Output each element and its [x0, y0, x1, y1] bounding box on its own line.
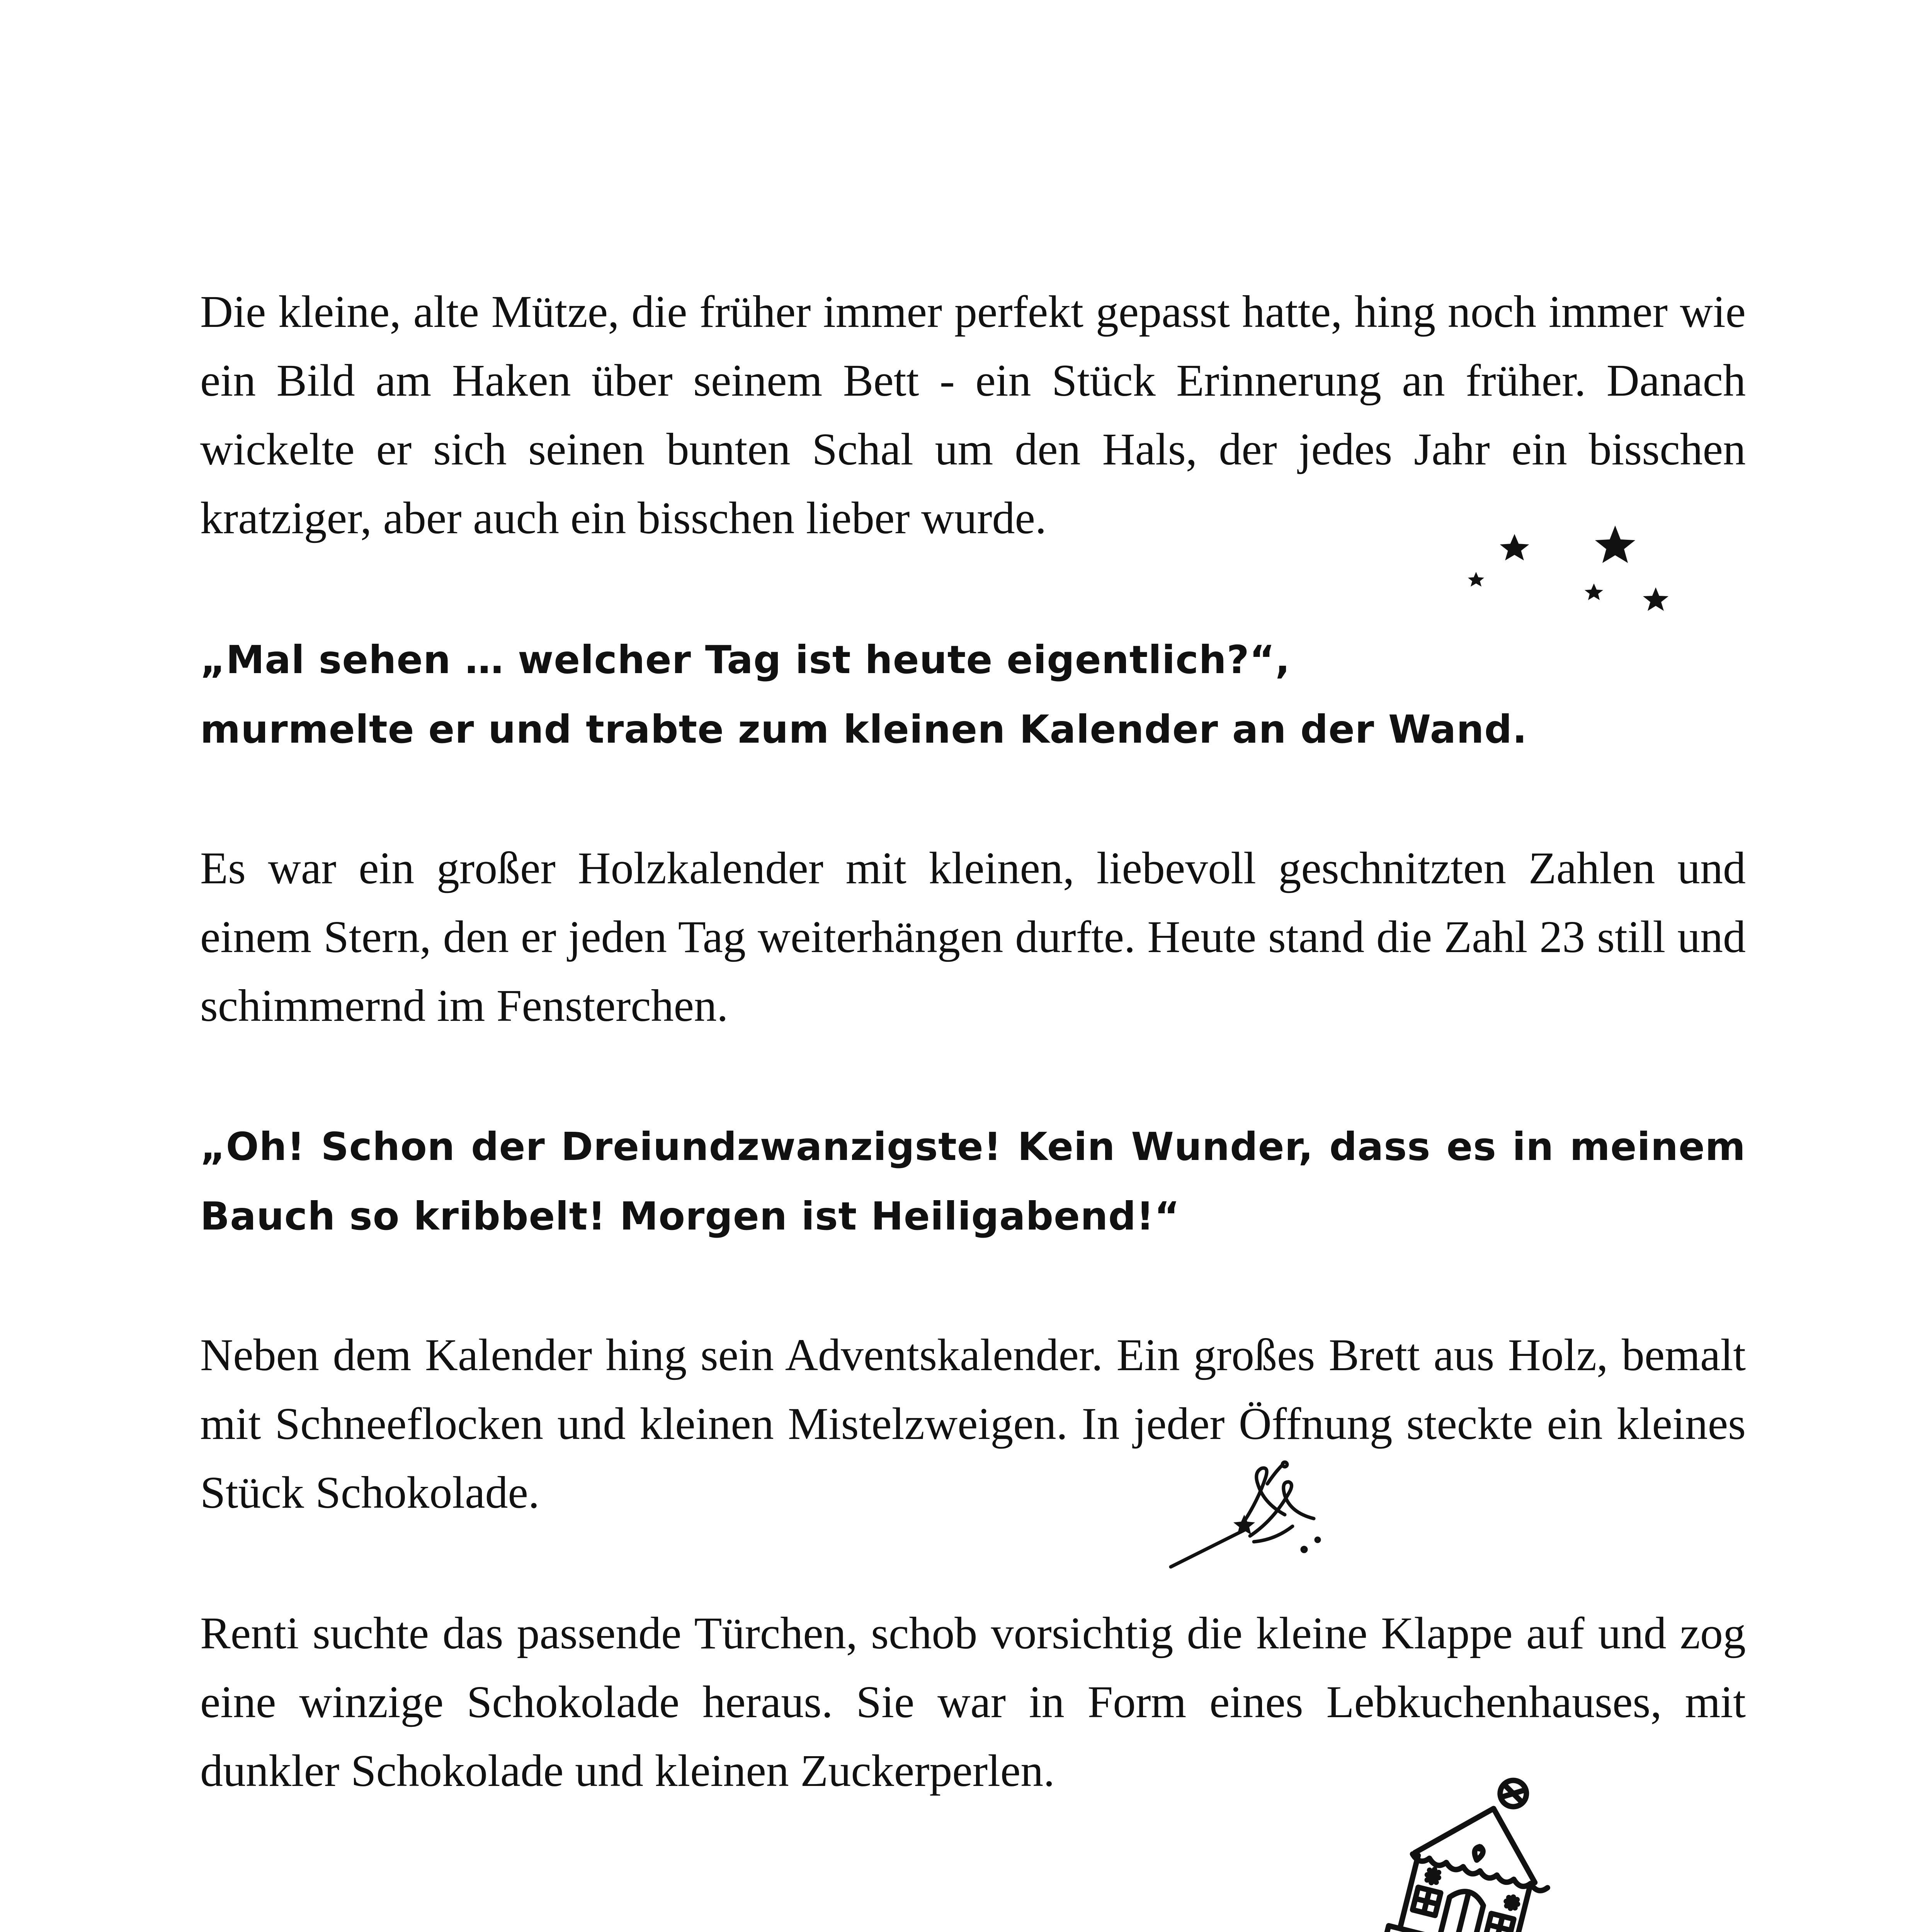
speech-dreiundzwanzigste: „Oh! Schon der Dreiundzwanzigste! Kein Wunder, dass es in meinem Bauch so kribbelt! Morgen ist Heiligabend!“ — [200, 1124, 1746, 1239]
paragraph-holzkalender: Es war ein großer Holzkalender mit kleinen, liebevoll geschnitzten Zahlen und einem Stern, den er jeden Tag weiterhängen durfte. Heute stand die Zahl 23 still und schimmernd im Fensterchen. — [200, 843, 1746, 1031]
speech-line-murmured: murmelte er und trabte zum kleinen Kalender an der Wand. — [200, 707, 1527, 752]
magic-wand-icon — [1167, 1457, 1329, 1573]
speech-which-day — [200, 625, 1746, 764]
paragraph-renti-schokolade: Renti suchte das passende Türchen, schob vorsichtig die kleine Klappe auf und zog eine winzige Schokolade heraus. Sie war in Form eines Lebkuchenhauses, mit dunkler Schokolade und kleinen Zuckerperlen. — [200, 1608, 1746, 1796]
paragraph-mutze: Die kleine, alte Mütze, die früher immer perfekt gepasst hatte, hing noch immer wie ein Bild am Haken über seinem Bett - ein Stück Erinnerung an früher. Danach wickelte er sich seinen bunten Schal um den Hals, der jedes Jahr ein bisschen kratziger, aber auch ein bisschen lieber wurde. — [200, 286, 1746, 543]
stars-icon — [1461, 526, 1685, 626]
gingerbread-house-icon — [1376, 1762, 1561, 1932]
paragraph-adventskalender: Neben dem Kalender hing sein Adventskalender. Ein großes Brett aus Holz, bemalt mit Schneeflocken und kleinen Mistelzweigen. In jeder Öffnung steckte ein kleines Stück Schokolade. — [200, 1330, 1746, 1518]
speech-line-question: „Mal sehen … welcher Tag ist heute eigentlich?“, — [200, 637, 1291, 682]
